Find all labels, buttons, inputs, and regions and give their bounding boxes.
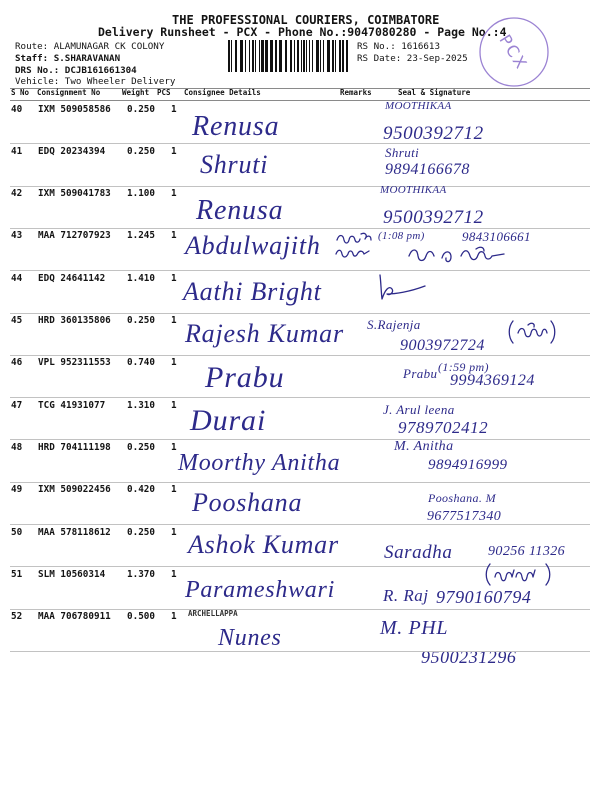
consignment-cell: MAA 712707923 xyxy=(38,230,111,242)
weight-cell: 0.250 xyxy=(127,103,155,115)
seal-signature-text: 9894166678 xyxy=(385,161,470,179)
consignee-handwritten-name: Moorthy Anitha xyxy=(178,449,341,476)
seal-signature-text: Saradha xyxy=(384,541,453,563)
consignment-cell: HRD 360135806 xyxy=(38,315,111,326)
table-row xyxy=(0,439,600,481)
barcode-bar xyxy=(332,40,334,72)
consignee-handwritten-name: Renusa xyxy=(192,111,280,142)
weight-cell: 1.410 xyxy=(127,272,155,284)
table-row xyxy=(0,101,600,143)
sno-cell: 49 xyxy=(11,484,23,496)
barcode-bar xyxy=(294,40,295,72)
column-header-remarks: Remarks xyxy=(340,88,372,97)
barcode-bar xyxy=(309,40,310,72)
staff-label: Staff: S.SHARAVANAN xyxy=(15,52,121,64)
pcs-cell: 1 xyxy=(171,315,177,326)
weight-cell: 1.100 xyxy=(127,188,155,200)
seal-signature-text: 9677517340 xyxy=(427,508,502,524)
consignment-cell: EDQ 20234394 xyxy=(38,145,106,157)
stamp-text: PCX xyxy=(495,31,532,74)
barcode-bar xyxy=(255,40,256,72)
pcs-cell: 1 xyxy=(171,484,177,496)
seal-signature-text: 9790160794 xyxy=(436,586,532,607)
consignment-cell: IXM 509022456 xyxy=(38,484,111,496)
ink-stroke xyxy=(509,321,555,343)
barcode-bar xyxy=(265,40,268,72)
sno-cell: 48 xyxy=(11,441,23,453)
barcode-bar xyxy=(335,40,336,72)
consignee-handwritten-name: Prabu xyxy=(205,360,285,394)
row-divider xyxy=(10,651,590,652)
pcs-cell: 1 xyxy=(171,568,177,580)
sno-cell: 46 xyxy=(11,357,23,369)
barcode-bar xyxy=(327,40,330,72)
consignee-printed-name: ARCHELLAPPA xyxy=(188,609,238,619)
consignee-handwritten-name: Aathi Bright xyxy=(183,277,322,307)
seal-signature-text: 9003972724 xyxy=(400,337,485,354)
seal-signature-text: Prabu xyxy=(403,366,438,382)
column-header-seal-signature: Seal & Signature xyxy=(398,88,471,97)
barcode-bar xyxy=(346,40,348,72)
sno-cell: 43 xyxy=(11,230,23,242)
barcode-bar xyxy=(303,40,305,72)
pcx-stamp xyxy=(478,16,550,88)
drs-number: DRS No.: DCJB161661304 xyxy=(15,64,137,76)
consignee-handwritten-name: Ashok Kumar xyxy=(188,530,339,559)
pcs-cell: 1 xyxy=(171,272,177,284)
pcs-cell: 1 xyxy=(171,526,177,538)
seal-signature-text: (1:08 pm) xyxy=(378,230,425,243)
table-row xyxy=(0,609,600,667)
table-row xyxy=(0,228,600,270)
ink-stroke xyxy=(336,233,371,257)
sno-cell: 50 xyxy=(11,526,23,538)
barcode-bar xyxy=(228,40,230,72)
consignee-handwritten-name: Nunes xyxy=(218,624,282,651)
seal-signature-text: Shruti xyxy=(385,145,420,161)
seal-signature-text: R. Raj xyxy=(383,586,429,606)
sno-cell: 51 xyxy=(11,568,23,580)
seal-signature-text: 9500392712 xyxy=(383,206,484,228)
barcode-bar xyxy=(249,40,250,72)
barcode-bar xyxy=(323,40,324,72)
consignment-cell: HRD 704111198 xyxy=(38,441,111,453)
weight-cell: 0.420 xyxy=(127,484,155,496)
table-row xyxy=(0,143,600,185)
barcode-bar xyxy=(285,40,287,72)
barcode xyxy=(228,40,352,72)
consignment-cell: TCG 41931077 xyxy=(38,399,106,411)
barcode-bar xyxy=(342,40,344,72)
barcode-bar xyxy=(231,40,232,72)
pcs-cell: 1 xyxy=(171,103,177,115)
consignment-cell: SLM 10560314 xyxy=(38,568,106,580)
consignee-handwritten-name: Durai xyxy=(190,404,267,438)
seal-signature-text: 90256 11326 xyxy=(488,544,566,559)
consignee-handwritten-name: Pooshana xyxy=(192,487,303,517)
table-row xyxy=(0,397,600,439)
barcode-bar xyxy=(297,40,299,72)
handwritten-note-scribble xyxy=(334,230,378,260)
pcs-cell: 1 xyxy=(171,188,177,200)
table-row xyxy=(0,270,600,312)
consignment-cell: MAA 706780911 xyxy=(38,611,111,623)
seal-signature-text: M. Anitha xyxy=(394,438,454,454)
consignee-handwritten-name: Shruti xyxy=(200,150,269,180)
seal-signature-text: 9843106661 xyxy=(462,229,531,245)
seal-signature-text: S.Rajenja xyxy=(367,316,421,332)
barcode-bar xyxy=(261,40,264,72)
sno-cell: 47 xyxy=(11,399,23,411)
rs-date: RS Date: 23-Sep-2025 xyxy=(357,52,468,64)
table-row xyxy=(0,183,600,228)
barcode-bar xyxy=(252,40,254,72)
consignee-handwritten-name: Parameshwari xyxy=(185,576,335,603)
barcode-bar xyxy=(245,40,246,72)
barcode-bar xyxy=(275,40,277,72)
barcode-bar xyxy=(290,40,292,72)
weight-cell: 0.250 xyxy=(127,526,155,538)
pcs-cell: 1 xyxy=(171,399,177,411)
pcs-cell: 1 xyxy=(171,611,177,623)
seal-signature-text: J. Arul leena xyxy=(383,402,455,418)
pcs-cell: 1 xyxy=(171,441,177,453)
barcode-bar xyxy=(279,40,282,72)
sno-cell: 40 xyxy=(11,103,23,115)
seal-signature-text: (1:59 pm) xyxy=(438,359,489,374)
column-header-consignee: Consignee Details xyxy=(184,88,261,97)
column-header-pcs: PCS xyxy=(157,88,171,97)
pcs-cell: 1 xyxy=(171,230,177,242)
table-row xyxy=(0,355,600,397)
handwritten-note-scribble xyxy=(484,561,552,587)
consignment-cell: IXM 509041783 xyxy=(38,188,111,200)
signature-scribble xyxy=(374,272,430,304)
seal-signature-text: Pooshana. M xyxy=(428,490,496,505)
consignment-cell: EDQ 24641142 xyxy=(38,272,106,284)
seal-signature-text: 9500392712 xyxy=(383,122,484,144)
consignment-cell: IXM 509058586 xyxy=(38,103,111,115)
weight-cell: 1.245 xyxy=(127,230,155,242)
table-row xyxy=(0,524,600,566)
barcode-bar xyxy=(240,40,243,72)
sno-cell: 42 xyxy=(11,188,23,200)
table-row xyxy=(0,482,600,524)
weight-cell: 1.370 xyxy=(127,568,155,580)
signature-scribble xyxy=(506,318,558,346)
seal-signature-text: MOOTHIKAA xyxy=(385,100,452,112)
consignment-cell: VPL 952311553 xyxy=(38,357,111,369)
sno-cell: 44 xyxy=(11,272,23,284)
ink-stroke xyxy=(409,247,504,261)
sno-cell: 52 xyxy=(11,611,23,623)
barcode-bar xyxy=(301,40,302,72)
barcode-bar xyxy=(339,40,341,72)
seal-signature-text: 9894916999 xyxy=(428,457,508,474)
vehicle-label: Vehicle: Two Wheeler Delivery xyxy=(15,75,176,87)
barcode-bar xyxy=(270,40,273,72)
route-label: Route: ALAMUNAGAR CK COLONY xyxy=(15,40,165,52)
seal-signature-text: MOOTHIKAA xyxy=(380,183,447,196)
ink-stroke xyxy=(486,564,550,585)
column-header-sno: S No xyxy=(11,88,30,97)
rs-number: RS No.: 1616613 xyxy=(357,40,440,52)
barcode-bar xyxy=(306,40,307,72)
seal-signature-text: 9994369124 xyxy=(450,371,535,389)
sno-cell: 45 xyxy=(11,315,23,326)
column-header-weight: Weight xyxy=(122,88,150,97)
weight-cell: 0.250 xyxy=(127,145,155,157)
seal-signature-text: 9500231296 xyxy=(421,646,517,667)
barcode-bar xyxy=(320,40,321,72)
weight-cell: 0.250 xyxy=(127,315,155,326)
consignee-handwritten-name: Rajesh Kumar xyxy=(185,319,344,348)
weight-cell: 0.500 xyxy=(127,611,155,623)
runsheet-subtitle: Delivery Runsheet - PCX - Phone No.:9047080280 - Page No.:4 xyxy=(98,25,507,39)
signature-scribble xyxy=(406,244,510,266)
barcode-bar xyxy=(316,40,319,72)
barcode-bar xyxy=(235,40,237,72)
barcode-bar xyxy=(259,40,260,72)
weight-cell: 1.310 xyxy=(127,399,155,411)
consignee-handwritten-name: Abdulwajith xyxy=(185,230,321,260)
weight-cell: 0.250 xyxy=(127,441,155,453)
pcs-cell: 1 xyxy=(171,145,177,157)
sno-cell: 41 xyxy=(11,145,23,157)
pcs-cell: 1 xyxy=(171,357,177,369)
consignee-handwritten-name: Renusa xyxy=(196,194,284,226)
barcode-bar xyxy=(312,40,313,72)
ink-stroke xyxy=(380,275,425,299)
column-header-consignment: Consignment No xyxy=(37,88,101,97)
company-title: THE PROFESSIONAL COURIERS, COIMBATORE xyxy=(172,13,440,27)
weight-cell: 0.740 xyxy=(127,357,155,369)
seal-signature-text: M. PHL xyxy=(380,616,449,639)
consignment-cell: MAA 578118612 xyxy=(38,526,111,538)
seal-signature-text: 9789702412 xyxy=(398,418,489,438)
